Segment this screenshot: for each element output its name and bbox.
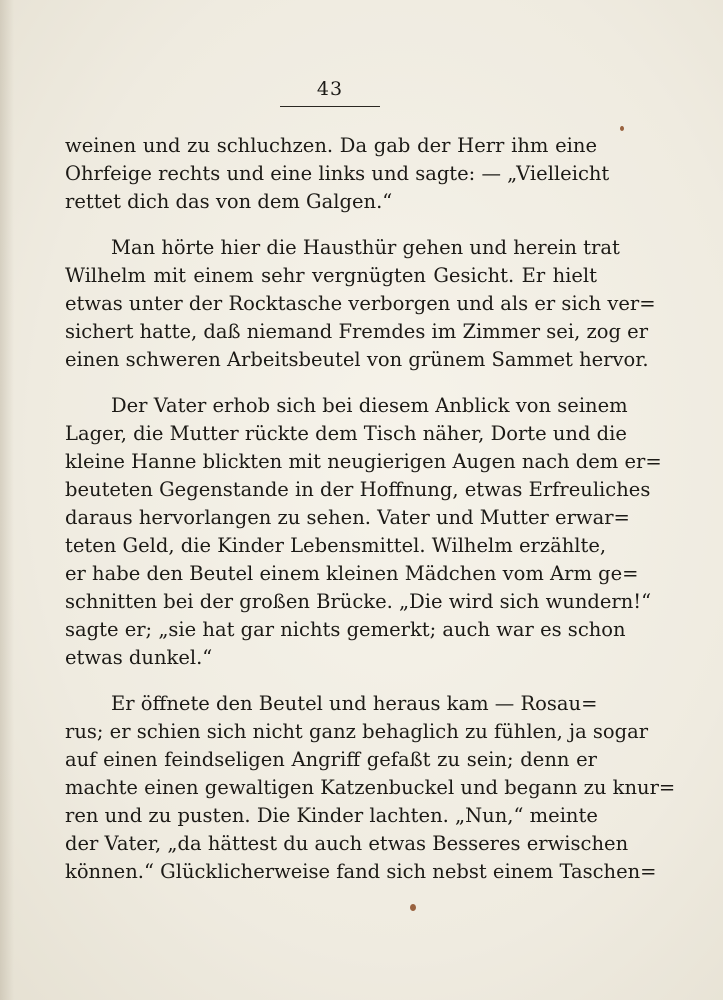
text-line: sagte er; „sie hat gar nichts gemerkt; auch war es schon bbox=[65, 618, 626, 641]
text-line: beuteten Gegenstande in der Hoffnung, etwas Erfreuliches bbox=[65, 478, 651, 501]
text-line: schnitten bei der großen Brücke. „Die wird sich wundern!“ bbox=[65, 590, 652, 613]
body-text bbox=[65, 132, 676, 886]
text-line: kleine Hanne blickten mit neugierigen Augen nach dem er= bbox=[65, 450, 662, 473]
text-line: können.“ Glücklicherweise fand sich nebst einem Taschen= bbox=[65, 860, 657, 883]
paragraph-1 bbox=[65, 132, 610, 216]
text-line: rettet dich das von dem Galgen.“ bbox=[65, 190, 393, 213]
paragraph-3 bbox=[65, 392, 662, 672]
text-line: Er öffnete den Beutel und heraus kam — Rosau= bbox=[111, 692, 598, 715]
text-line: er habe den Beutel einem kleinen Mädchen vom Arm ge= bbox=[65, 562, 639, 585]
page-number-rule bbox=[280, 106, 380, 107]
text-line: auf einen feindseligen Angriff gefaßt zu sein; denn er bbox=[65, 748, 597, 771]
text-line: weinen und zu schluchzen. Da gab der Herr ihm eine bbox=[65, 134, 597, 157]
text-line: machte einen gewaltigen Katzenbuckel und begann zu knur= bbox=[65, 776, 676, 799]
page-number: 43 bbox=[316, 78, 344, 100]
text-line: Der Vater erhob sich bei diesem Anblick von seinem bbox=[111, 394, 628, 417]
text-line: sichert hatte, daß niemand Fremdes im Zimmer sei, zog er bbox=[65, 320, 649, 343]
text-line: Lager, die Mutter rückte dem Tisch näher, Dorte und die bbox=[65, 422, 627, 445]
text-line: ren und zu pusten. Die Kinder lachten. „Nun,“ meinte bbox=[65, 804, 598, 827]
text-line: einen schweren Arbeitsbeutel von grünem Sammet hervor. bbox=[65, 348, 649, 371]
text-line: daraus hervorlangen zu sehen. Vater und Mutter erwar= bbox=[65, 506, 630, 529]
paragraph-4 bbox=[65, 690, 676, 886]
text-line: Ohrfeige rechts und eine links und sagte: — „Vielleicht bbox=[65, 162, 610, 185]
foxing-spot bbox=[620, 126, 624, 131]
text-line: etwas unter der Rocktasche verborgen und als er sich ver= bbox=[65, 292, 656, 315]
text-line: etwas dunkel.“ bbox=[65, 646, 213, 669]
text-line: der Vater, „da hättest du auch etwas Besseres erwischen bbox=[65, 832, 629, 855]
text-line: rus; er schien sich nicht ganz behaglich zu fühlen, ja sogar bbox=[65, 720, 649, 743]
paragraph-2 bbox=[65, 234, 656, 374]
foxing-spot bbox=[410, 904, 416, 911]
text-line: teten Geld, die Kinder Lebensmittel. Wilhelm erzählte, bbox=[65, 534, 607, 557]
page-edge-shadow bbox=[0, 0, 14, 1000]
text-line: Wilhelm mit einem sehr vergnügten Gesicht. Er hielt bbox=[65, 264, 597, 287]
text-line: Man hörte hier die Hausthür gehen und herein trat bbox=[111, 236, 620, 259]
